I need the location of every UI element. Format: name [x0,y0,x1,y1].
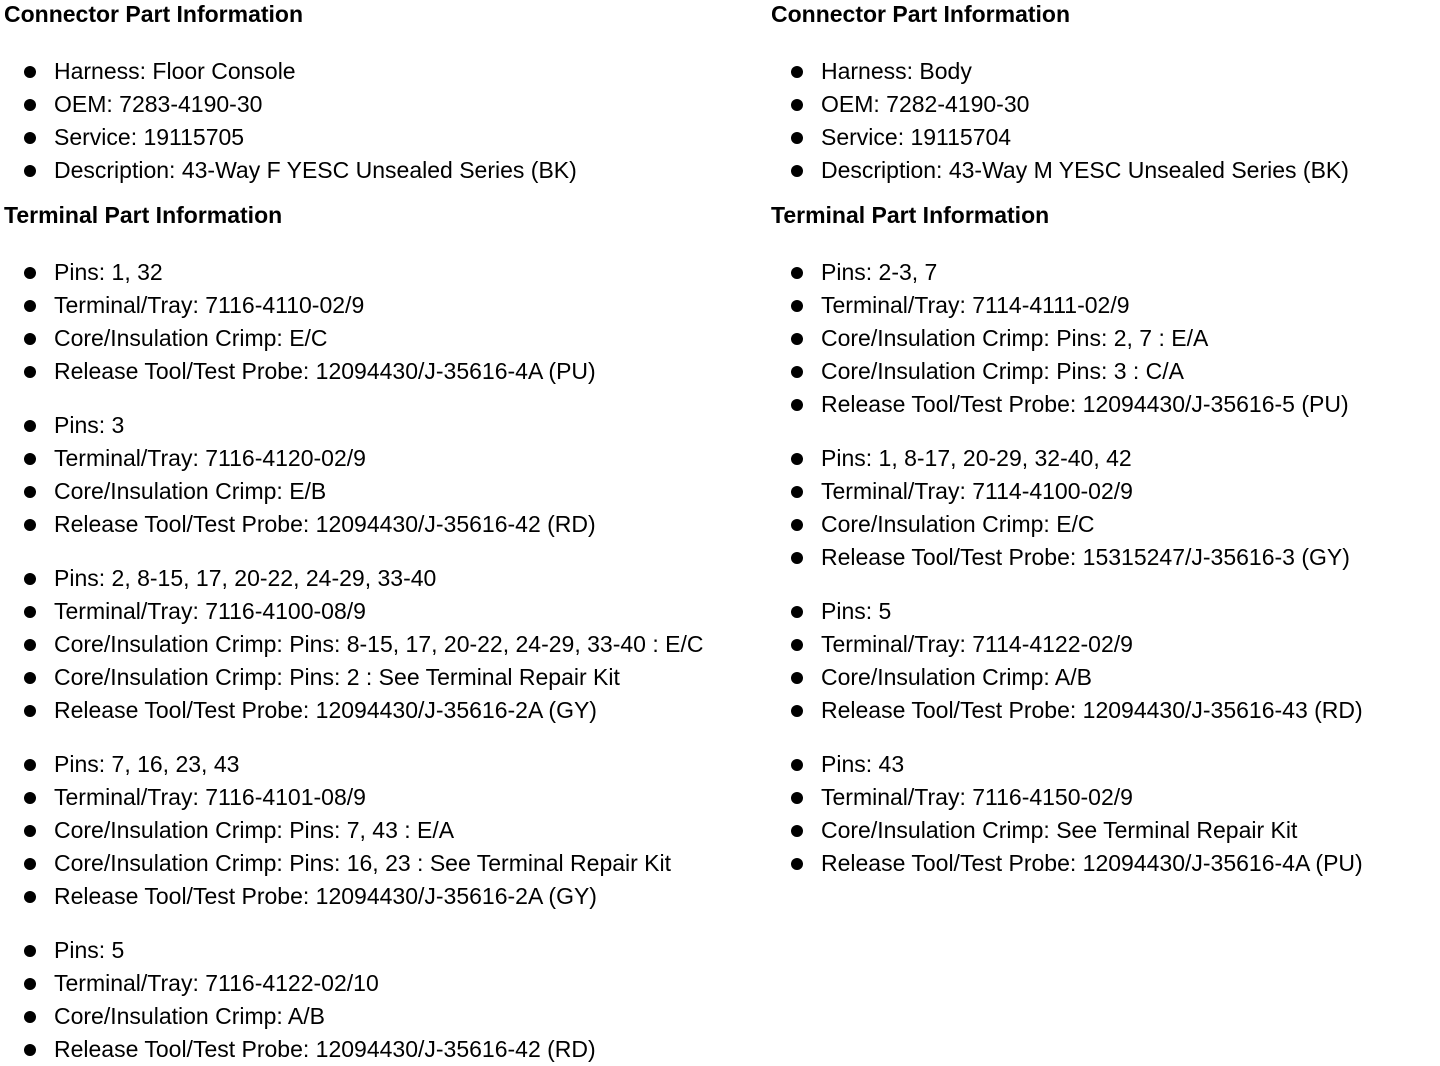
right-column [771,0,1440,880]
list-item-text: Pins: 1, 32 [54,259,163,285]
list-item-text: OEM: 7283-4190-30 [54,91,263,117]
list-item [4,595,764,628]
list-item [4,409,764,442]
list-item [4,475,764,508]
list-item [771,541,1440,574]
connector-part-heading: Connector Part Information [4,1,304,27]
bullet-icon [24,420,36,432]
bullet-icon [24,519,36,531]
list-item-text: Description: 43-Way F YESC Unsealed Series (BK) [54,157,577,183]
bullet-icon [791,639,803,651]
list-item-text: Pins: 2-3, 7 [821,259,938,285]
bullet-icon [791,519,803,531]
terminal-group-list [4,409,764,541]
list-item-text: Pins: 1, 8-17, 20-29, 32-40, 42 [821,445,1132,471]
list-item [4,154,764,187]
connector-info-list [771,55,1440,187]
list-item-text: Terminal/Tray: 7116-4101-08/9 [54,784,366,810]
list-item [771,55,1440,88]
list-item-text: Core/Insulation Crimp: A/B [54,1003,326,1029]
bullet-icon [791,552,803,564]
list-item-text: Terminal/Tray: 7116-4122-02/10 [54,970,379,996]
list-item [771,88,1440,121]
terminal-group-list [771,595,1440,727]
list-item [771,442,1440,475]
terminal-group-list [4,934,764,1066]
list-item [4,322,764,355]
bullet-icon [24,606,36,618]
list-item [4,781,764,814]
list-item-text: Pins: 5 [821,598,892,624]
list-item-text: Release Tool/Test Probe: 12094430/J-35616-4A (PU) [821,850,1363,876]
bullet-icon [791,759,803,771]
bullet-icon [791,705,803,717]
bullet-icon [24,132,36,144]
bullet-icon [24,945,36,957]
list-item [4,814,764,847]
bullet-icon [24,267,36,279]
list-item [4,355,764,388]
list-item-text: Service: 19115704 [821,124,1012,150]
list-item [4,847,764,880]
list-item [4,694,764,727]
connector-part-heading: Connector Part Information [771,1,1071,27]
bullet-icon [791,672,803,684]
bullet-icon [24,1011,36,1023]
list-item [771,475,1440,508]
terminal-group-list [4,256,764,388]
list-item [4,1033,764,1066]
bullet-icon [24,1044,36,1056]
bullet-icon [791,165,803,177]
list-item-text: Release Tool/Test Probe: 12094430/J-35616-2A (GY) [54,883,597,909]
list-item-text: Pins: 5 [54,937,125,963]
bullet-icon [24,759,36,771]
list-item [771,256,1440,289]
list-item [771,814,1440,847]
bullet-icon [791,606,803,618]
list-item [771,781,1440,814]
list-item [4,880,764,913]
list-item-text: Release Tool/Test Probe: 12094430/J-35616-42 (RD) [54,1036,596,1062]
list-item-text: Core/Insulation Crimp: Pins: 7, 43 : E/A [54,817,455,843]
list-item-text: Pins: 3 [54,412,125,438]
list-item-text: Release Tool/Test Probe: 12094430/J-35616-2A (GY) [54,697,597,723]
list-item-text: Core/Insulation Crimp: Pins: 3 : C/A [821,358,1185,384]
connector-info-list [4,55,764,187]
list-item-text: Terminal/Tray: 7116-4110-02/9 [54,292,365,318]
list-item-text: Terminal/Tray: 7114-4122-02/9 [821,631,1133,657]
bullet-icon [24,66,36,78]
terminal-group-list [771,442,1440,574]
list-item-text: Terminal/Tray: 7114-4100-02/9 [821,478,1133,504]
list-item-text: Release Tool/Test Probe: 12094430/J-35616-4A (PU) [54,358,596,384]
list-item [4,121,764,154]
bullet-icon [24,978,36,990]
list-item [4,967,764,1000]
bullet-icon [24,165,36,177]
bullet-icon [791,99,803,111]
list-item-text: Core/Insulation Crimp: E/C [54,325,328,351]
list-item-text: Terminal/Tray: 7116-4100-08/9 [54,598,366,624]
list-item [771,748,1440,781]
terminal-group-list [771,256,1440,421]
list-item-text: Core/Insulation Crimp: A/B [821,664,1093,690]
list-item [4,562,764,595]
list-item [771,388,1440,421]
list-item [4,508,764,541]
bullet-icon [24,858,36,870]
list-item-text: Release Tool/Test Probe: 12094430/J-35616-42 (RD) [54,511,596,537]
bullet-icon [791,825,803,837]
list-item-text: Core/Insulation Crimp: See Terminal Repair Kit [821,817,1298,843]
list-item [4,748,764,781]
bullet-icon [791,453,803,465]
list-item [771,694,1440,727]
bullet-icon [791,300,803,312]
list-item [4,88,764,121]
list-item-text: Description: 43-Way M YESC Unsealed Series (BK) [821,157,1349,183]
list-item-text: Release Tool/Test Probe: 12094430/J-35616-5 (PU) [821,391,1349,417]
list-item-text: Core/Insulation Crimp: Pins: 2, 7 : E/A [821,325,1209,351]
list-item [771,595,1440,628]
list-item-text: Service: 19115705 [54,124,245,150]
list-item [771,322,1440,355]
list-item-text: Pins: 2, 8-15, 17, 20-22, 24-29, 33-40 [54,565,437,591]
bullet-icon [24,453,36,465]
bullet-icon [24,333,36,345]
bullet-icon [791,399,803,411]
bullet-icon [24,705,36,717]
terminal-group-list [4,562,764,727]
bullet-icon [24,891,36,903]
list-item [4,628,764,661]
bullet-icon [791,486,803,498]
list-item-text: Terminal/Tray: 7116-4120-02/9 [54,445,366,471]
bullet-icon [791,267,803,279]
bullet-icon [791,366,803,378]
left-column [4,0,764,1066]
list-item-text: Release Tool/Test Probe: 12094430/J-35616-43 (RD) [821,697,1363,723]
list-item [4,256,764,289]
list-item [4,55,764,88]
bullet-icon [791,333,803,345]
list-item [771,661,1440,694]
list-item-text: Pins: 7, 16, 23, 43 [54,751,240,777]
list-item-text: Terminal/Tray: 7114-4111-02/9 [821,292,1130,318]
list-item [771,121,1440,154]
list-item [4,289,764,322]
list-item-text: Release Tool/Test Probe: 15315247/J-35616-3 (GY) [821,544,1350,570]
bullet-icon [24,573,36,585]
list-item [4,442,764,475]
list-item [771,355,1440,388]
terminal-part-heading: Terminal Part Information [4,202,283,228]
list-item [771,154,1440,187]
terminal-group-list [771,748,1440,880]
list-item-text: Core/Insulation Crimp: Pins: 2 : See Terminal Repair Kit [54,664,620,690]
bullet-icon [24,366,36,378]
list-item-text: Pins: 43 [821,751,905,777]
list-item [771,508,1440,541]
terminal-part-heading: Terminal Part Information [771,202,1050,228]
list-item [771,847,1440,880]
bullet-icon [24,825,36,837]
bullet-icon [791,66,803,78]
bullet-icon [791,792,803,804]
list-item-text: Terminal/Tray: 7116-4150-02/9 [821,784,1133,810]
list-item [771,628,1440,661]
bullet-icon [24,99,36,111]
bullet-icon [24,486,36,498]
bullet-icon [24,639,36,651]
bullet-icon [791,858,803,870]
bullet-icon [24,300,36,312]
list-item-text: Harness: Floor Console [54,58,296,84]
list-item [4,661,764,694]
bullet-icon [791,132,803,144]
bullet-icon [24,792,36,804]
list-item-text: Core/Insulation Crimp: E/C [821,511,1095,537]
bullet-icon [24,672,36,684]
list-item [4,1000,764,1033]
list-item-text: Core/Insulation Crimp: E/B [54,478,327,504]
list-item [771,289,1440,322]
list-item-text: Core/Insulation Crimp: Pins: 16, 23 : See Terminal Repair Kit [54,850,672,876]
list-item-text: Core/Insulation Crimp: Pins: 8-15, 17, 20-22, 24-29, 33-40 : E/C [54,631,704,657]
terminal-group-list [4,748,764,913]
list-item [4,934,764,967]
list-item-text: OEM: 7282-4190-30 [821,91,1030,117]
list-item-text: Harness: Body [821,58,972,84]
